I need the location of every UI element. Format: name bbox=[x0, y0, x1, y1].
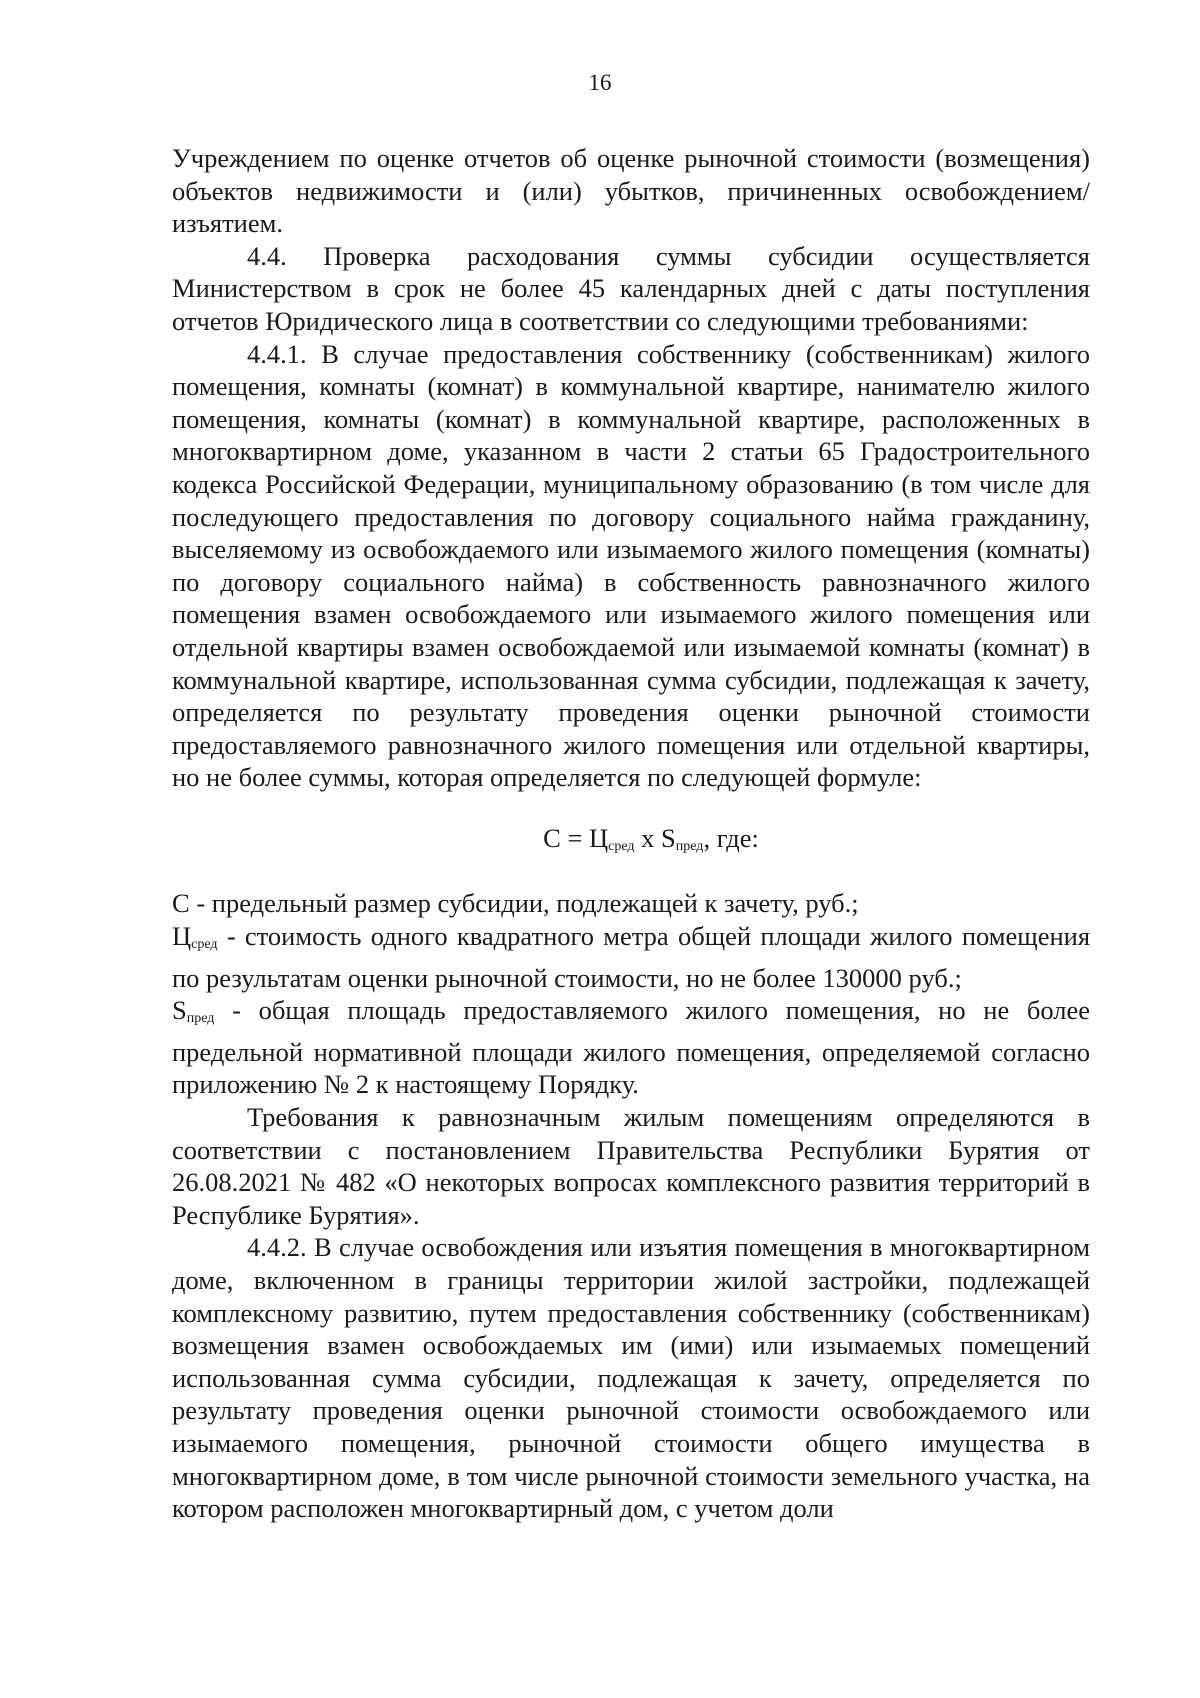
formula-mid: х S bbox=[634, 822, 676, 853]
formula-tail: , где: bbox=[703, 822, 759, 853]
paragraph-4-4: 4.4. Проверка расходования суммы субсидии осуществляется Министерством в срок не более 45 календарных дней с даты поступления отчетов Юридического лица в соответствии со следующими требованиями: bbox=[172, 240, 1090, 336]
paragraph-4-4-1: 4.4.1. В случае предоставления собственнику (собственникам) жилого помещения, комнаты (комнат) в коммунальной квартире, нанимателю жилого помещения, комнаты (комнат) в коммунальной квартире, расположенных в многоквартирном доме, указанном в части 2 статьи 65 Градостроительного кодекса Российской Федерации, муниципальному образованию (в том числе для последующего предоставления по договору социального найма гражданину, выселяемому из освобождаемого или изымаемого жилого помещения (комнаты) по договору социального найма) в собственность равнозначного жилого помещения взамен освобождаемого или изымаемого жилого помещения или отдельной квартиры взамен освобождаемой или изымаемой комнаты (комнат) в коммунальной квартире, использованная сумма субсидии, подлежащая к зачету, определяется по результату проведения оценки рыночной стоимости предоставляемого равнозначного жилого помещения или отдельной квартиры, но не более суммы, которая определяется по следующей формуле: bbox=[172, 338, 1090, 793]
paragraph-requirements: Требования к равнозначным жилым помещениям определяются в соответствии с постановлением Правительства Республики Бурятия от 26.08.2021 № 482 «О некоторых вопросах комплексного развития территорий в Республике Бурятия». bbox=[172, 1102, 1090, 1230]
definition-subscript: пред bbox=[186, 1011, 215, 1027]
formula-subscript-pred: пред bbox=[675, 838, 704, 854]
page-number: 16 bbox=[588, 70, 612, 95]
definition-s-pred bbox=[172, 994, 1090, 1101]
definition-ts-sred bbox=[172, 920, 1090, 994]
paragraph-4-4-2: 4.4.2. В случае освобождения или изъятия помещения в многоквартирном доме, включенном в границы территории жилой застройки, подлежащей комплексному развитию, путем предоставления собственнику (собственникам) возмещения взамен освобождаемых им (ими) или изымаемых помещений использованная сумма субсидии, подлежащая к зачету, определяется по результату проведения оценки рыночной стоимости освобождаемого или изымаемого помещения, рыночной стоимости общего имущества в многоквартирном доме, в том числе рыночной стоимости земельного участка, на котором расположен многоквартирный дом, с учетом доли bbox=[172, 1232, 1090, 1524]
paragraph-continuation: Учреждением по оценке отчетов об оценке рыночной стоимости (возмещения) объектов недвижимости и (или) убытков, причиненных освобождением/изъятием. bbox=[172, 143, 1090, 239]
formula-subscript-sred: сред bbox=[608, 838, 635, 854]
definition-text: - стоимость одного квадратного метра общей площади жилого помещения по результатам оценки рыночной стоимости, но не более 130000 руб.; bbox=[172, 921, 1091, 993]
definition-symbol: С bbox=[172, 888, 190, 919]
document-body bbox=[172, 142, 1090, 1525]
definition-text: - общая площадь предоставляемого жилого помещения, но не более предельной нормативной площади жилого помещения, определяемой согласно приложению № 2 к настоящему Порядку. bbox=[172, 995, 1091, 1100]
definition-c bbox=[172, 887, 1090, 920]
definition-text: - предельный размер субсидии, подлежащей к зачету, руб.; bbox=[196, 888, 859, 919]
definition-symbol: Ц bbox=[172, 921, 192, 952]
definition-subscript: сред bbox=[191, 937, 218, 953]
definition-symbol: S bbox=[172, 995, 187, 1026]
formula-lhs: С = Ц bbox=[543, 822, 609, 853]
formula bbox=[172, 822, 1090, 864]
